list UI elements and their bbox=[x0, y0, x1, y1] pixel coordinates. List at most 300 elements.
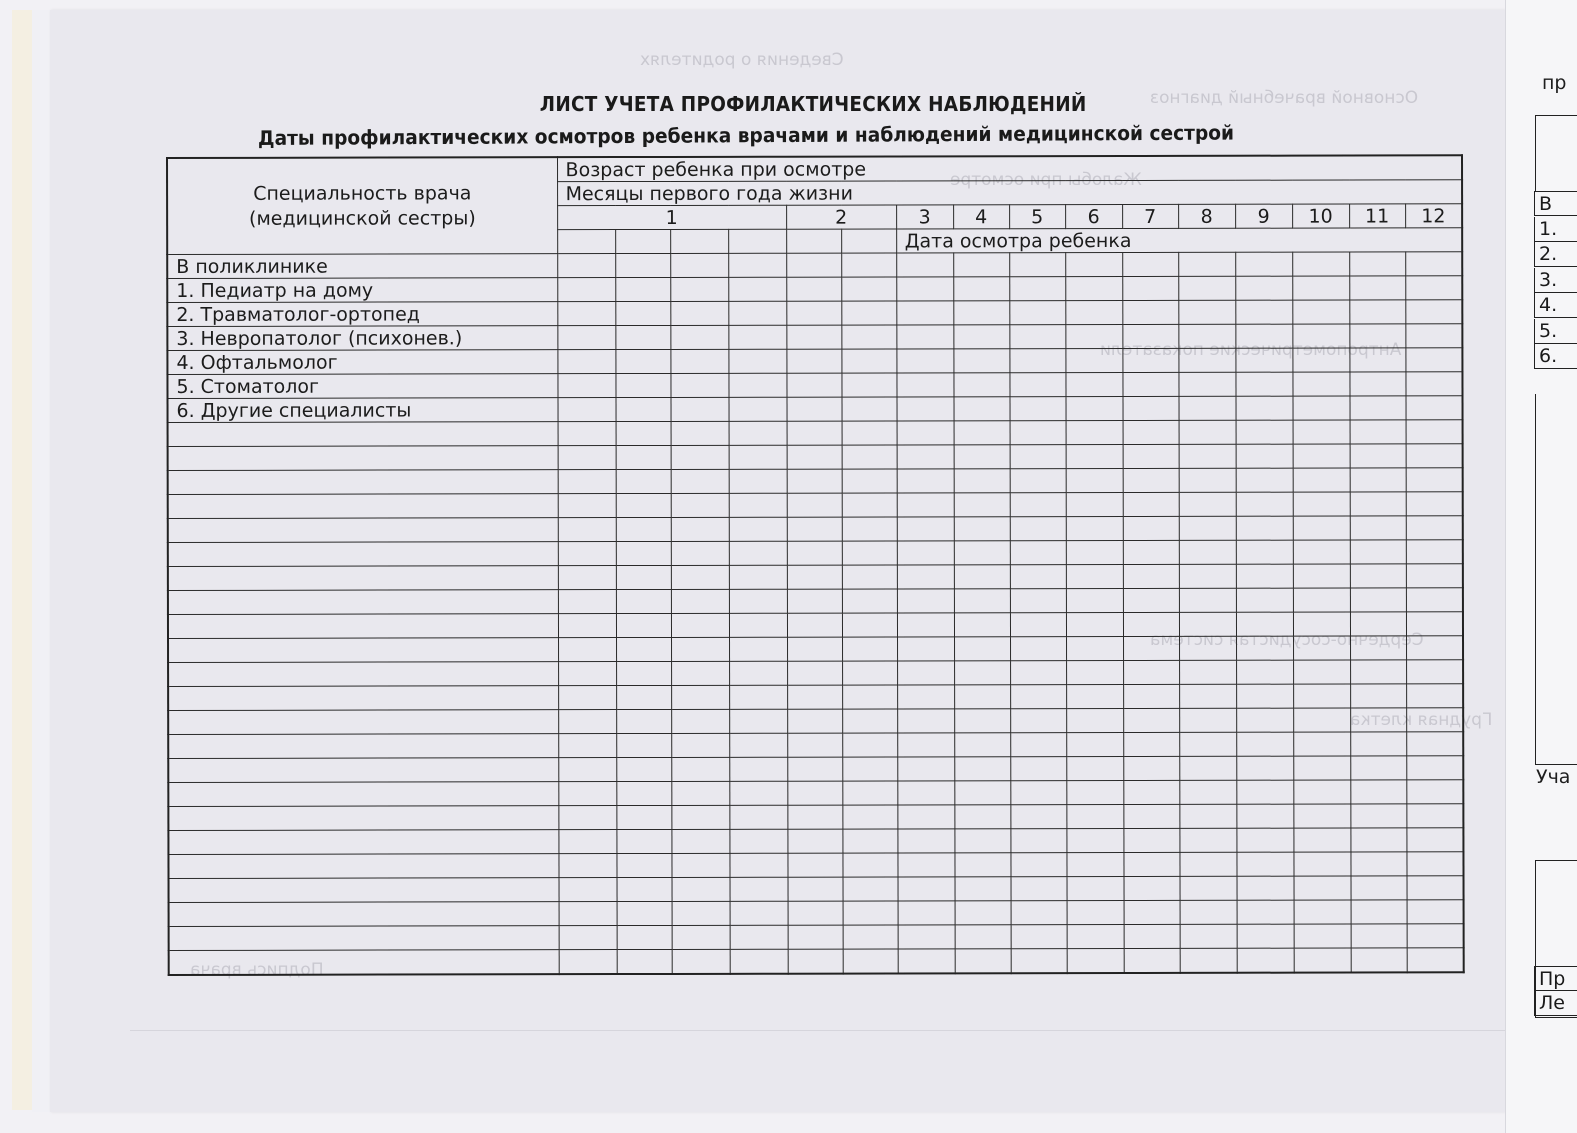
date-cell[interactable] bbox=[787, 493, 842, 517]
date-cell[interactable] bbox=[1124, 876, 1180, 900]
date-cell[interactable] bbox=[1235, 348, 1292, 372]
date-cell[interactable] bbox=[1066, 732, 1123, 756]
date-cell[interactable] bbox=[1236, 780, 1293, 804]
date-cell[interactable] bbox=[786, 253, 841, 277]
date-cell[interactable] bbox=[787, 757, 842, 781]
date-cell[interactable] bbox=[1407, 876, 1464, 900]
date-cell[interactable] bbox=[1066, 540, 1123, 564]
date-cell[interactable] bbox=[730, 877, 788, 901]
date-cell[interactable] bbox=[617, 949, 672, 974]
date-cell[interactable] bbox=[953, 373, 1009, 397]
date-cell[interactable] bbox=[616, 445, 671, 469]
date-cell[interactable] bbox=[953, 277, 1009, 301]
date-cell[interactable] bbox=[787, 517, 842, 541]
date-cell[interactable] bbox=[843, 925, 898, 949]
date-cell[interactable] bbox=[1010, 757, 1066, 781]
date-cell[interactable] bbox=[1350, 780, 1406, 804]
date-cell[interactable] bbox=[671, 637, 729, 661]
date-cell[interactable] bbox=[788, 949, 843, 974]
date-cell[interactable] bbox=[1293, 636, 1350, 660]
date-cell[interactable] bbox=[671, 853, 729, 877]
date-cell[interactable] bbox=[1179, 756, 1236, 780]
date-cell[interactable] bbox=[1179, 420, 1236, 444]
specialty-blank-cell[interactable] bbox=[168, 542, 558, 567]
date-cell[interactable] bbox=[1010, 589, 1066, 613]
date-cell[interactable] bbox=[1236, 564, 1293, 588]
specialty-blank-cell[interactable] bbox=[168, 590, 558, 615]
date-cell[interactable] bbox=[558, 542, 616, 566]
specialty-blank-cell[interactable] bbox=[168, 470, 558, 495]
date-cell[interactable] bbox=[953, 253, 1009, 277]
date-cell[interactable] bbox=[615, 301, 670, 325]
date-cell[interactable] bbox=[1066, 780, 1123, 804]
date-cell[interactable] bbox=[1124, 924, 1180, 948]
date-cell[interactable] bbox=[558, 518, 616, 542]
date-cell[interactable] bbox=[616, 613, 671, 637]
date-cell[interactable] bbox=[1235, 300, 1292, 324]
date-cell[interactable] bbox=[1123, 612, 1179, 636]
date-cell[interactable] bbox=[786, 349, 841, 373]
date-cell[interactable] bbox=[670, 349, 728, 373]
date-cell[interactable] bbox=[1067, 900, 1124, 924]
date-cell[interactable] bbox=[1293, 516, 1350, 540]
date-cell[interactable] bbox=[1010, 853, 1066, 877]
date-cell[interactable] bbox=[787, 589, 842, 613]
date-cell[interactable] bbox=[1351, 924, 1407, 948]
date-cell[interactable] bbox=[1123, 420, 1179, 444]
date-cell[interactable] bbox=[841, 229, 896, 253]
date-cell[interactable] bbox=[729, 565, 787, 589]
date-cell[interactable] bbox=[1178, 372, 1235, 396]
date-cell[interactable] bbox=[558, 398, 616, 422]
date-cell[interactable] bbox=[616, 517, 671, 541]
date-cell[interactable] bbox=[616, 421, 671, 445]
date-cell[interactable] bbox=[1178, 300, 1235, 324]
date-cell[interactable] bbox=[558, 830, 616, 854]
date-cell[interactable] bbox=[1350, 492, 1406, 516]
date-cell[interactable] bbox=[670, 253, 728, 277]
date-cell[interactable] bbox=[671, 805, 729, 829]
date-cell[interactable] bbox=[671, 517, 729, 541]
date-cell[interactable] bbox=[843, 901, 898, 925]
date-cell[interactable] bbox=[1293, 780, 1350, 804]
date-cell[interactable] bbox=[787, 853, 842, 877]
date-cell[interactable] bbox=[1406, 612, 1463, 636]
date-cell[interactable] bbox=[616, 829, 671, 853]
specialty-blank-cell[interactable] bbox=[168, 494, 558, 519]
date-cell[interactable] bbox=[617, 925, 672, 949]
date-cell[interactable] bbox=[841, 277, 896, 301]
date-cell[interactable] bbox=[1010, 445, 1066, 469]
specialty-blank-cell[interactable] bbox=[168, 758, 558, 783]
date-cell[interactable] bbox=[1292, 372, 1349, 396]
date-cell[interactable] bbox=[1123, 660, 1179, 684]
date-cell[interactable] bbox=[1350, 540, 1406, 564]
date-cell[interactable] bbox=[1293, 732, 1350, 756]
date-cell[interactable] bbox=[671, 685, 729, 709]
date-cell[interactable] bbox=[787, 685, 842, 709]
date-cell[interactable] bbox=[672, 925, 730, 949]
date-cell[interactable] bbox=[1406, 564, 1463, 588]
date-cell[interactable] bbox=[1236, 588, 1293, 612]
date-cell[interactable] bbox=[1407, 924, 1464, 948]
date-cell[interactable] bbox=[1066, 852, 1123, 876]
date-cell[interactable] bbox=[1350, 708, 1406, 732]
date-cell[interactable] bbox=[954, 661, 1010, 685]
date-cell[interactable] bbox=[1406, 396, 1463, 420]
date-cell[interactable] bbox=[558, 566, 616, 590]
date-cell[interactable] bbox=[1292, 300, 1349, 324]
date-cell[interactable] bbox=[558, 590, 616, 614]
date-cell[interactable] bbox=[616, 589, 671, 613]
date-cell[interactable] bbox=[729, 421, 787, 445]
date-cell[interactable] bbox=[1349, 372, 1405, 396]
date-cell[interactable] bbox=[1349, 300, 1405, 324]
date-cell[interactable] bbox=[1294, 900, 1351, 924]
date-cell[interactable] bbox=[615, 229, 670, 253]
date-cell[interactable] bbox=[787, 637, 842, 661]
date-cell[interactable] bbox=[842, 805, 897, 829]
date-cell[interactable] bbox=[728, 301, 786, 325]
date-cell[interactable] bbox=[1123, 732, 1179, 756]
date-cell[interactable] bbox=[954, 565, 1010, 589]
date-cell[interactable] bbox=[787, 829, 842, 853]
date-cell[interactable] bbox=[615, 253, 670, 277]
date-cell[interactable] bbox=[1010, 397, 1066, 421]
specialty-blank-cell[interactable] bbox=[168, 422, 558, 447]
date-cell[interactable] bbox=[1179, 396, 1236, 420]
date-cell[interactable] bbox=[1123, 492, 1179, 516]
date-cell[interactable] bbox=[729, 757, 787, 781]
date-cell[interactable] bbox=[728, 349, 786, 373]
date-cell[interactable] bbox=[841, 253, 896, 277]
date-cell[interactable] bbox=[842, 757, 897, 781]
date-cell[interactable] bbox=[1406, 516, 1463, 540]
date-cell[interactable] bbox=[1179, 444, 1236, 468]
date-cell[interactable] bbox=[1405, 372, 1462, 396]
date-cell[interactable] bbox=[617, 901, 672, 925]
date-cell[interactable] bbox=[1124, 900, 1180, 924]
date-cell[interactable] bbox=[1405, 324, 1462, 348]
date-cell[interactable] bbox=[788, 901, 843, 925]
date-cell[interactable] bbox=[954, 445, 1010, 469]
date-cell[interactable] bbox=[1349, 348, 1405, 372]
date-cell[interactable] bbox=[896, 277, 953, 301]
date-cell[interactable] bbox=[1123, 468, 1179, 492]
date-cell[interactable] bbox=[1237, 924, 1294, 948]
date-cell[interactable] bbox=[1122, 276, 1178, 300]
date-cell[interactable] bbox=[1350, 420, 1406, 444]
date-cell[interactable] bbox=[787, 445, 842, 469]
date-cell[interactable] bbox=[730, 901, 788, 925]
date-cell[interactable] bbox=[1179, 492, 1236, 516]
date-cell[interactable] bbox=[1294, 948, 1351, 973]
date-cell[interactable] bbox=[897, 541, 954, 565]
date-cell[interactable] bbox=[1350, 636, 1406, 660]
date-cell[interactable] bbox=[729, 517, 787, 541]
date-cell[interactable] bbox=[671, 565, 729, 589]
date-cell[interactable] bbox=[1179, 564, 1236, 588]
date-cell[interactable] bbox=[1010, 829, 1066, 853]
date-cell[interactable] bbox=[842, 781, 897, 805]
date-cell[interactable] bbox=[787, 781, 842, 805]
date-cell[interactable] bbox=[954, 517, 1010, 541]
date-cell[interactable] bbox=[787, 661, 842, 685]
date-cell[interactable] bbox=[1065, 276, 1122, 300]
date-cell[interactable] bbox=[1406, 732, 1463, 756]
date-cell[interactable] bbox=[1236, 444, 1293, 468]
date-cell[interactable] bbox=[1065, 324, 1122, 348]
date-cell[interactable] bbox=[558, 614, 616, 638]
date-cell[interactable] bbox=[842, 493, 897, 517]
date-cell[interactable] bbox=[842, 517, 897, 541]
date-cell[interactable] bbox=[616, 493, 671, 517]
date-cell[interactable] bbox=[1235, 252, 1292, 276]
date-cell[interactable] bbox=[1350, 468, 1406, 492]
date-cell[interactable] bbox=[1067, 948, 1124, 973]
date-cell[interactable] bbox=[1179, 780, 1236, 804]
date-cell[interactable] bbox=[1350, 756, 1406, 780]
date-cell[interactable] bbox=[1179, 684, 1236, 708]
date-cell[interactable] bbox=[953, 301, 1009, 325]
date-cell[interactable] bbox=[1294, 876, 1351, 900]
date-cell[interactable] bbox=[729, 829, 787, 853]
date-cell[interactable] bbox=[1123, 804, 1179, 828]
date-cell[interactable] bbox=[1065, 348, 1122, 372]
date-cell[interactable] bbox=[1237, 948, 1294, 973]
date-cell[interactable] bbox=[1122, 372, 1178, 396]
date-cell[interactable] bbox=[730, 925, 788, 949]
specialty-blank-cell[interactable] bbox=[168, 782, 558, 807]
specialty-blank-cell[interactable] bbox=[168, 566, 558, 591]
specialty-blank-cell[interactable] bbox=[168, 806, 558, 831]
date-cell[interactable] bbox=[842, 709, 897, 733]
date-cell[interactable] bbox=[787, 421, 842, 445]
date-cell[interactable] bbox=[898, 877, 955, 901]
date-cell[interactable] bbox=[729, 613, 787, 637]
date-cell[interactable] bbox=[1293, 588, 1350, 612]
date-cell[interactable] bbox=[1179, 540, 1236, 564]
date-cell[interactable] bbox=[1293, 852, 1350, 876]
date-cell[interactable] bbox=[897, 613, 954, 637]
date-cell[interactable] bbox=[842, 589, 897, 613]
date-cell[interactable] bbox=[954, 541, 1010, 565]
date-cell[interactable] bbox=[1123, 684, 1179, 708]
date-cell[interactable] bbox=[897, 829, 954, 853]
date-cell[interactable] bbox=[671, 613, 729, 637]
date-cell[interactable] bbox=[953, 325, 1009, 349]
date-cell[interactable] bbox=[1293, 396, 1350, 420]
date-cell[interactable] bbox=[954, 637, 1010, 661]
date-cell[interactable] bbox=[1236, 660, 1293, 684]
date-cell[interactable] bbox=[1179, 636, 1236, 660]
date-cell[interactable] bbox=[729, 853, 787, 877]
date-cell[interactable] bbox=[1011, 901, 1067, 925]
date-cell[interactable] bbox=[842, 613, 897, 637]
date-cell[interactable] bbox=[557, 374, 615, 398]
date-cell[interactable] bbox=[1235, 372, 1292, 396]
date-cell[interactable] bbox=[1179, 804, 1236, 828]
date-cell[interactable] bbox=[1349, 276, 1405, 300]
date-cell[interactable] bbox=[1010, 709, 1066, 733]
date-cell[interactable] bbox=[557, 254, 615, 278]
date-cell[interactable] bbox=[1178, 252, 1235, 276]
date-cell[interactable] bbox=[1236, 804, 1293, 828]
date-cell[interactable] bbox=[616, 685, 671, 709]
date-cell[interactable] bbox=[897, 565, 954, 589]
date-cell[interactable] bbox=[729, 781, 787, 805]
date-cell[interactable] bbox=[671, 589, 729, 613]
date-cell[interactable] bbox=[896, 301, 953, 325]
date-cell[interactable] bbox=[1406, 660, 1463, 684]
date-cell[interactable] bbox=[842, 445, 897, 469]
date-cell[interactable] bbox=[1067, 876, 1124, 900]
date-cell[interactable] bbox=[616, 637, 671, 661]
date-cell[interactable] bbox=[1011, 925, 1067, 949]
date-cell[interactable] bbox=[1236, 732, 1293, 756]
date-cell[interactable] bbox=[897, 397, 954, 421]
date-cell[interactable] bbox=[897, 493, 954, 517]
date-cell[interactable] bbox=[671, 829, 729, 853]
date-cell[interactable] bbox=[1293, 564, 1350, 588]
specialty-blank-cell[interactable] bbox=[168, 446, 558, 471]
date-cell[interactable] bbox=[672, 877, 730, 901]
date-cell[interactable] bbox=[557, 230, 615, 254]
date-cell[interactable] bbox=[1180, 876, 1237, 900]
date-cell[interactable] bbox=[1349, 324, 1405, 348]
date-cell[interactable] bbox=[1066, 396, 1123, 420]
specialty-blank-cell[interactable] bbox=[169, 902, 559, 927]
date-cell[interactable] bbox=[1010, 781, 1066, 805]
date-cell[interactable] bbox=[1178, 276, 1235, 300]
date-cell[interactable] bbox=[1406, 540, 1463, 564]
date-cell[interactable] bbox=[954, 685, 1010, 709]
date-cell[interactable] bbox=[1010, 421, 1066, 445]
date-cell[interactable] bbox=[670, 373, 728, 397]
date-cell[interactable] bbox=[897, 757, 954, 781]
date-cell[interactable] bbox=[1066, 756, 1123, 780]
date-cell[interactable] bbox=[786, 325, 841, 349]
date-cell[interactable] bbox=[557, 350, 615, 374]
date-cell[interactable] bbox=[842, 397, 897, 421]
date-cell[interactable] bbox=[615, 325, 670, 349]
date-cell[interactable] bbox=[558, 734, 616, 758]
date-cell[interactable] bbox=[954, 613, 1010, 637]
date-cell[interactable] bbox=[615, 373, 670, 397]
date-cell[interactable] bbox=[842, 661, 897, 685]
date-cell[interactable] bbox=[559, 926, 617, 950]
date-cell[interactable] bbox=[898, 925, 955, 949]
date-cell[interactable] bbox=[729, 541, 787, 565]
date-cell[interactable] bbox=[558, 758, 616, 782]
date-cell[interactable] bbox=[1350, 684, 1406, 708]
date-cell[interactable] bbox=[1123, 444, 1179, 468]
date-cell[interactable] bbox=[1066, 804, 1123, 828]
date-cell[interactable] bbox=[896, 349, 953, 373]
date-cell[interactable] bbox=[558, 782, 616, 806]
date-cell[interactable] bbox=[787, 733, 842, 757]
date-cell[interactable] bbox=[1123, 516, 1179, 540]
date-cell[interactable] bbox=[729, 589, 787, 613]
date-cell[interactable] bbox=[1293, 804, 1350, 828]
date-cell[interactable] bbox=[786, 301, 841, 325]
date-cell[interactable] bbox=[1293, 828, 1350, 852]
date-cell[interactable] bbox=[1236, 756, 1293, 780]
date-cell[interactable] bbox=[1066, 684, 1123, 708]
date-cell[interactable] bbox=[1236, 492, 1293, 516]
specialty-blank-cell[interactable] bbox=[169, 950, 559, 975]
date-cell[interactable] bbox=[1122, 252, 1178, 276]
date-cell[interactable] bbox=[896, 253, 953, 277]
date-cell[interactable] bbox=[842, 637, 897, 661]
date-cell[interactable] bbox=[671, 709, 729, 733]
date-cell[interactable] bbox=[558, 710, 616, 734]
date-cell[interactable] bbox=[729, 469, 787, 493]
date-cell[interactable] bbox=[1122, 300, 1178, 324]
date-cell[interactable] bbox=[1178, 324, 1235, 348]
date-cell[interactable] bbox=[559, 950, 617, 975]
date-cell[interactable] bbox=[1235, 276, 1292, 300]
date-cell[interactable] bbox=[558, 806, 616, 830]
date-cell[interactable] bbox=[558, 494, 616, 518]
date-cell[interactable] bbox=[841, 349, 896, 373]
date-cell[interactable] bbox=[671, 757, 729, 781]
date-cell[interactable] bbox=[616, 805, 671, 829]
date-cell[interactable] bbox=[671, 421, 729, 445]
date-cell[interactable] bbox=[1065, 252, 1122, 276]
date-cell[interactable] bbox=[1406, 444, 1463, 468]
date-cell[interactable] bbox=[1405, 348, 1462, 372]
specialty-blank-cell[interactable] bbox=[168, 710, 558, 735]
date-cell[interactable] bbox=[1066, 516, 1123, 540]
date-cell[interactable] bbox=[616, 397, 671, 421]
date-cell[interactable] bbox=[1406, 708, 1463, 732]
specialty-blank-cell[interactable] bbox=[168, 662, 558, 687]
date-cell[interactable] bbox=[670, 229, 728, 253]
date-cell[interactable] bbox=[787, 805, 842, 829]
date-cell[interactable] bbox=[788, 877, 843, 901]
date-cell[interactable] bbox=[671, 445, 729, 469]
date-cell[interactable] bbox=[1066, 612, 1123, 636]
date-cell[interactable] bbox=[1293, 708, 1350, 732]
date-cell[interactable] bbox=[897, 781, 954, 805]
date-cell[interactable] bbox=[1293, 660, 1350, 684]
date-cell[interactable] bbox=[1124, 948, 1180, 973]
date-cell[interactable] bbox=[1237, 900, 1294, 924]
date-cell[interactable] bbox=[671, 781, 729, 805]
date-cell[interactable] bbox=[670, 325, 728, 349]
date-cell[interactable] bbox=[729, 733, 787, 757]
date-cell[interactable] bbox=[1292, 324, 1349, 348]
specialty-blank-cell[interactable] bbox=[169, 926, 559, 951]
date-cell[interactable] bbox=[1179, 708, 1236, 732]
date-cell[interactable] bbox=[728, 325, 786, 349]
date-cell[interactable] bbox=[1123, 636, 1179, 660]
date-cell[interactable] bbox=[1180, 900, 1237, 924]
date-cell[interactable] bbox=[1351, 900, 1407, 924]
date-cell[interactable] bbox=[841, 301, 896, 325]
specialty-blank-cell[interactable] bbox=[168, 830, 558, 855]
date-cell[interactable] bbox=[557, 326, 615, 350]
date-cell[interactable] bbox=[1010, 661, 1066, 685]
specialty-blank-cell[interactable] bbox=[168, 854, 558, 879]
date-cell[interactable] bbox=[671, 733, 729, 757]
date-cell[interactable] bbox=[954, 709, 1010, 733]
specialty-blank-cell[interactable] bbox=[168, 518, 558, 543]
date-cell[interactable] bbox=[1236, 468, 1293, 492]
date-cell[interactable] bbox=[728, 373, 786, 397]
date-cell[interactable] bbox=[787, 541, 842, 565]
